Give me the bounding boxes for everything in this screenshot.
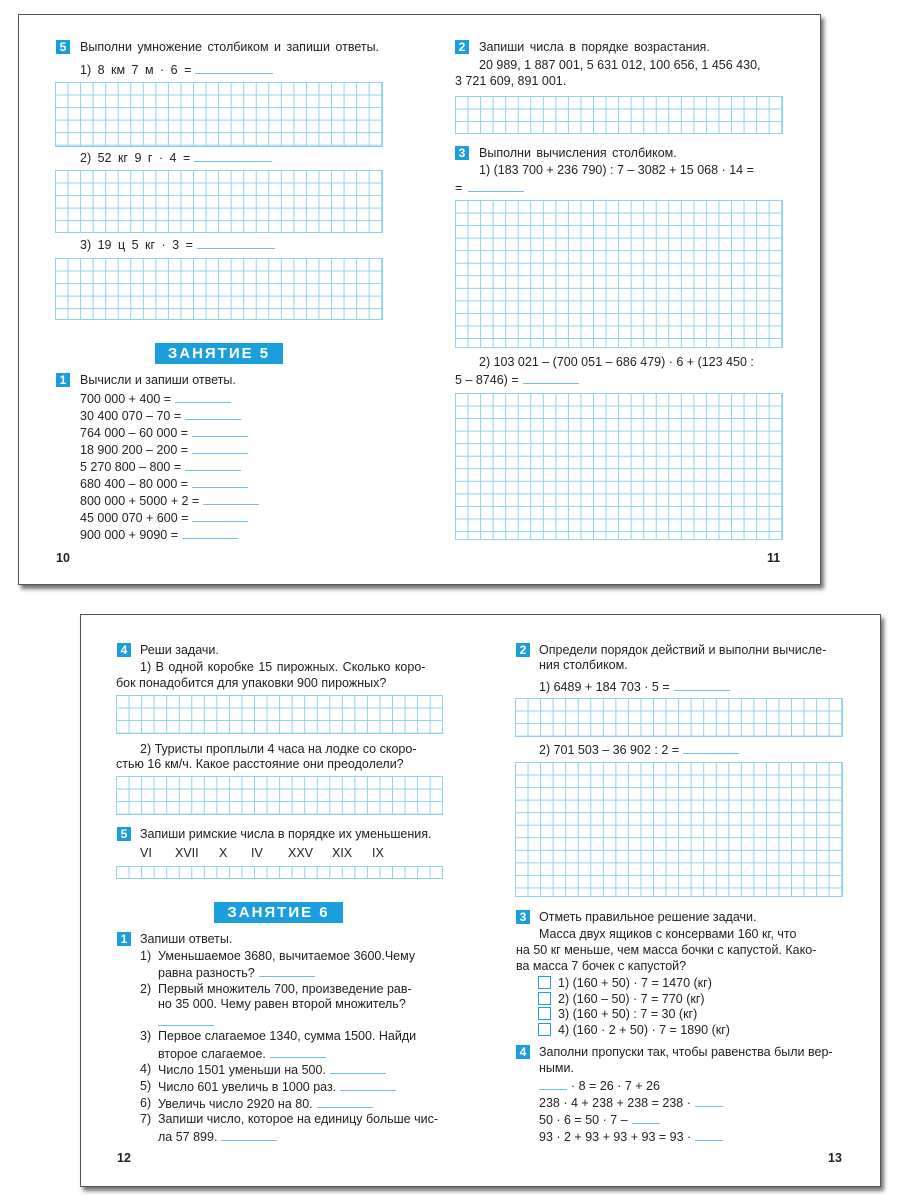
option-checkbox[interactable] <box>538 976 551 989</box>
equation-line <box>539 1128 723 1145</box>
answer-grid[interactable] <box>55 258 383 320</box>
question-number: 5) <box>140 1079 152 1093</box>
exercise-text: 5 – 8746) = <box>455 373 519 387</box>
task-title: ния столбиком. <box>539 658 628 672</box>
roman-numeral: X <box>219 846 228 860</box>
exercise-line <box>455 371 579 388</box>
answer-grid[interactable] <box>116 866 443 879</box>
task-title: Запиши римские числа в порядке их уменьшения. <box>140 827 432 841</box>
equation-text: 18 900 200 – 200 = <box>80 443 189 457</box>
equation-text: 50 · 6 = 50 · 7 – <box>539 1113 628 1127</box>
numbers-line: 20 989, 1 887 001, 5 631 012, 100 656, 1 456 430, <box>479 58 761 72</box>
task-number-badge: 4 <box>516 1045 530 1059</box>
problem-text: стью 16 км/ч. Какое расстояние они преодолели? <box>116 757 404 771</box>
task-number-badge: 2 <box>516 643 530 657</box>
question-text: Запиши число, которое на единицу больше чис- <box>158 1112 439 1126</box>
exercise-line <box>539 678 730 695</box>
question-text: Первый множитель 700, произведение рав- <box>158 982 412 996</box>
answer-blank[interactable] <box>158 1013 214 1026</box>
answer-blank[interactable] <box>185 407 241 420</box>
answer-blank[interactable] <box>221 1128 277 1141</box>
answer-blank[interactable] <box>259 964 315 977</box>
equation <box>80 475 248 492</box>
question-number: 7) <box>140 1112 152 1126</box>
equation <box>80 390 231 407</box>
answer-blank[interactable] <box>317 1095 373 1108</box>
option-checkbox[interactable] <box>538 1023 551 1036</box>
roman-numeral: IX <box>372 846 384 860</box>
answer-grid[interactable] <box>515 698 843 737</box>
exercise-line <box>80 61 273 78</box>
task-title: Реши задачи. <box>140 643 219 657</box>
answer-blank[interactable] <box>182 526 238 539</box>
answer-grid[interactable] <box>55 82 383 147</box>
problem-text: ва масса 7 бочек с капустой? <box>516 959 687 973</box>
exercise-text: 2) 701 503 – 36 902 : 2 = <box>539 743 680 757</box>
exercise-text: 1) (183 700 + 236 790) : 7 – 3082 + 15 068 · 14 = <box>479 163 754 177</box>
task-number-badge: 5 <box>56 40 70 54</box>
answer-grid[interactable] <box>116 695 443 734</box>
answer-grid[interactable] <box>455 96 783 134</box>
answer-blank[interactable] <box>192 424 248 437</box>
question-line <box>158 1078 396 1095</box>
task-number-badge: 1 <box>56 373 70 387</box>
exercise-text: 1) 6489 + 184 703 · 5 = <box>539 680 670 694</box>
question-text: второе слагаемое. <box>158 1047 266 1061</box>
roman-numeral: XXV <box>288 846 314 860</box>
equation-text: 680 400 – 80 000 = <box>80 477 189 491</box>
task-number-badge: 4 <box>117 643 131 657</box>
answer-blank[interactable] <box>330 1061 386 1074</box>
task-title: Запиши числа в порядке возрастания. <box>479 40 710 54</box>
exercise-line <box>80 236 275 253</box>
task-title: Вычисли и запиши ответы. <box>80 373 236 387</box>
roman-numeral: VI <box>140 846 152 860</box>
problem-text: 1) В одной коробке 15 пирожных. Сколько коро- <box>140 660 426 674</box>
answer-blank[interactable] <box>468 179 524 192</box>
question-number: 3) <box>140 1029 152 1043</box>
equation-line <box>539 1111 660 1128</box>
question-text: ла 57 899. <box>158 1130 218 1144</box>
answer-blank[interactable] <box>695 1128 723 1141</box>
equation <box>80 509 248 526</box>
question-line <box>158 1045 326 1062</box>
equation <box>80 407 241 424</box>
answer-blank[interactable] <box>683 741 739 754</box>
numbers-line: 3 721 609, 891 001. <box>455 74 567 88</box>
task-title: Запиши ответы. <box>140 932 233 946</box>
question-number: 4) <box>140 1062 152 1076</box>
task-title: Выполни вычисления столбиком. <box>479 146 677 160</box>
equation-text: 900 000 + 9090 = <box>80 528 179 542</box>
equation-text: 764 000 – 60 000 = <box>80 426 189 440</box>
question-text: Первое слагаемое 1340, сумма 1500. Найди <box>158 1029 417 1043</box>
answer-blank[interactable] <box>340 1078 396 1091</box>
question-line <box>158 1095 373 1112</box>
option-label: 4) (160 · 2 + 50) · 7 = 1890 (кг) <box>558 1023 730 1037</box>
exercise-text: 1) 8 км 7 м · 6 = <box>80 63 192 77</box>
equation <box>80 424 248 441</box>
task-title: ными. <box>539 1061 574 1075</box>
equation-text: 238 · 4 + 238 + 238 = 238 · <box>539 1096 691 1110</box>
task-number-badge: 5 <box>117 827 131 841</box>
question-text: Число 1501 уменьши на 500. <box>158 1063 326 1077</box>
lesson-heading: ЗАНЯТИЕ 5 <box>155 343 283 364</box>
option-label: 3) (160 + 50) : 7 = 30 (кг) <box>558 1007 698 1021</box>
equation-line <box>539 1077 660 1094</box>
answer-grid[interactable] <box>455 200 783 348</box>
task-title: Выполни умножение столбиком и запиши ответы. <box>80 40 380 54</box>
question-text: равна разность? <box>158 966 255 980</box>
question-number: 1) <box>140 949 152 963</box>
question-number: 6) <box>140 1096 152 1110</box>
option-label: 2) (160 – 50) · 7 = 770 (кг) <box>558 992 705 1006</box>
exercise-line <box>539 741 739 758</box>
equation-text: 5 270 800 – 800 = <box>80 460 182 474</box>
equation-text: 30 400 070 – 70 = <box>80 409 182 423</box>
question-text: Уменьшаемое 3680, вычитаемое 3600.Чему <box>158 949 416 963</box>
exercise-text: 3) 19 ц 5 кг · 3 = <box>80 238 193 252</box>
answer-blank[interactable] <box>523 371 579 384</box>
question-number: 2) <box>140 982 152 996</box>
equation <box>80 458 241 475</box>
answer-blank[interactable] <box>695 1094 723 1107</box>
problem-text: бок понадобится для упаковки 900 пирожных? <box>116 676 387 690</box>
question-text: Число 601 увеличь в 1000 раз. <box>158 1080 337 1094</box>
equation-text: 93 · 2 + 93 + 93 + 93 = 93 · <box>539 1130 692 1144</box>
page-number: 11 <box>767 551 781 565</box>
equation-line <box>539 1094 723 1111</box>
answer-blank[interactable] <box>175 390 231 403</box>
roman-numeral: XVII <box>175 846 199 860</box>
equation <box>80 492 259 509</box>
option-checkbox[interactable] <box>538 1007 551 1020</box>
page-number: 10 <box>56 551 70 565</box>
page-number: 13 <box>828 1151 842 1165</box>
question-line <box>158 964 315 981</box>
answer-blank[interactable] <box>539 1077 567 1090</box>
problem-text: Масса двух ящиков с консервами 160 кг, что <box>539 927 797 941</box>
equation <box>80 526 238 543</box>
exercise-text: 2) 103 021 – (700 051 – 686 479) · 6 + (123 450 : <box>479 355 754 369</box>
page-number: 12 <box>117 1151 131 1165</box>
exercise-text: 2) 52 кг 9 г · 4 = <box>80 151 191 165</box>
equation-text: · 8 = 26 · 7 + 26 <box>571 1079 660 1093</box>
exercise-text: = <box>455 181 463 195</box>
question-line <box>158 1128 277 1145</box>
answer-blank[interactable] <box>203 492 259 505</box>
roman-numeral: IV <box>251 846 263 860</box>
problem-text: 2) Туристы проплыли 4 часа на лодке со скоро- <box>140 742 417 756</box>
lesson-heading: ЗАНЯТИЕ 6 <box>214 902 343 923</box>
problem-text: на 50 кг меньше, чем масса бочки с капустой. Како- <box>516 943 817 957</box>
equation-text: 700 000 + 400 = <box>80 392 172 406</box>
answer-grid[interactable] <box>515 762 843 897</box>
question-line <box>158 1061 386 1078</box>
answer-blank[interactable] <box>270 1045 326 1058</box>
task-title: Определи порядок действий и выполни вычисле- <box>539 643 827 657</box>
answer-blank[interactable] <box>192 475 248 488</box>
equation <box>80 441 248 458</box>
answer-grid[interactable] <box>55 170 383 233</box>
task-title: Отметь правильное решение задачи. <box>539 910 757 924</box>
answer-blank[interactable] <box>192 441 248 454</box>
answer-grid[interactable] <box>116 776 443 815</box>
answer-blank[interactable] <box>185 458 241 471</box>
answer-blank[interactable] <box>632 1111 660 1124</box>
equation-text: 45 000 070 + 600 = <box>80 511 189 525</box>
equation-text: 800 000 + 5000 + 2 = <box>80 494 200 508</box>
option-checkbox[interactable] <box>538 992 551 1005</box>
question-text: Увеличь число 2920 на 80. <box>158 1097 313 1111</box>
task-number-badge: 2 <box>455 40 469 54</box>
roman-numeral: XIX <box>332 846 353 860</box>
answer-blank[interactable] <box>195 61 273 74</box>
answer-blank[interactable] <box>192 509 248 522</box>
answer-blank[interactable] <box>194 149 272 162</box>
task-number-badge: 1 <box>117 932 131 946</box>
task-number-badge: 3 <box>455 146 469 160</box>
answer-blank[interactable] <box>197 236 275 249</box>
task-number-badge: 3 <box>516 910 530 924</box>
task-title: Заполни пропуски так, чтобы равенства были вер- <box>539 1045 833 1059</box>
question-text: но 35 000. Чему равен второй множитель? <box>158 997 406 1011</box>
exercise-line <box>455 179 524 196</box>
answer-blank[interactable] <box>674 678 730 691</box>
answer-grid[interactable] <box>455 393 783 540</box>
exercise-line <box>80 149 272 166</box>
option-label: 1) (160 + 50) · 7 = 1470 (кг) <box>558 976 712 990</box>
